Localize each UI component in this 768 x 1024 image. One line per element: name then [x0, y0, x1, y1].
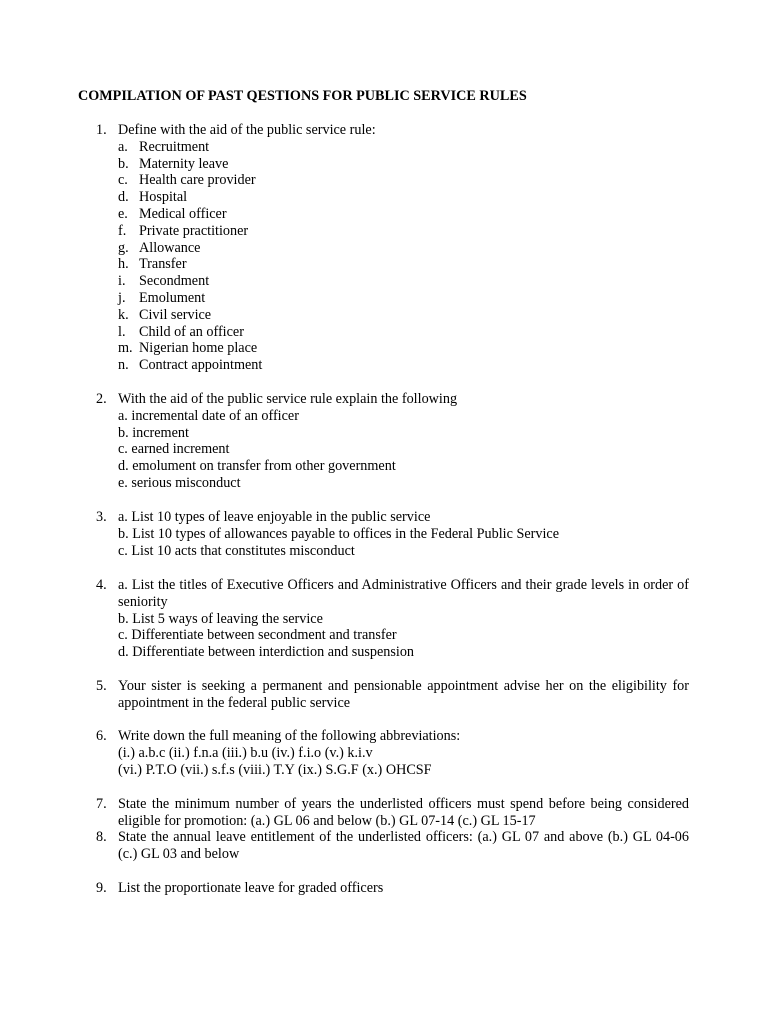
question-6: [96, 728, 689, 778]
question-number: 7.: [96, 796, 107, 812]
question-number: 4.: [96, 577, 107, 593]
list-item: d. Differentiate between interdiction and suspension: [118, 644, 415, 661]
document-title: COMPILATION OF PAST QESTIONS FOR PUBLIC SERVICE RULES: [78, 88, 527, 104]
list-item: j. Emolument: [118, 289, 206, 306]
question-3: [96, 509, 689, 559]
list-item: b. increment: [118, 424, 189, 441]
list-item: b. List 5 ways of leaving the service: [118, 610, 323, 627]
question-text: State the annual leave entitlement of the underlisted officers: (a.) GL 07 and above (b.) GL 04-06 (c.) GL 03 and below: [118, 829, 689, 862]
abbreviation-line: (vi.) P.T.O (vii.) s.f.s (viii.) T.Y (ix.) S.G.F (x.) OHCSF: [118, 761, 432, 778]
question-number: 2.: [96, 391, 107, 407]
definition-list: [118, 139, 689, 374]
list-item: e. serious misconduct: [118, 474, 241, 491]
question-number: 1.: [96, 122, 107, 138]
question-4: [96, 577, 689, 661]
list-item: l. Child of an officer: [118, 323, 244, 340]
list-item: c. earned increment: [118, 441, 230, 458]
list-item: a. incremental date of an officer: [118, 407, 299, 424]
list-item: f. Private practitioner: [118, 222, 249, 239]
question-number: 6.: [96, 728, 107, 744]
list-item: b. Maternity leave: [118, 155, 229, 172]
question-9: [96, 880, 689, 897]
list-item: m. Nigerian home place: [118, 340, 258, 357]
question-7: [96, 796, 689, 830]
question-text: State the minimum number of years the underlisted officers must spend before being considered eligible for promotion: (a.) GL 06 and below (b.) GL 07-14 (c.) GL 15-17: [118, 796, 689, 829]
list-item: a. List 10 types of leave enjoyable in the public service: [118, 509, 431, 525]
question-1: [96, 122, 689, 374]
abbreviation-line: (i.) a.b.c (ii.) f.n.a (iii.) b.u (iv.) f.i.o (v.) k.i.v: [118, 744, 373, 761]
question-8: [96, 829, 689, 863]
list-item: d. Hospital: [118, 189, 188, 206]
list-item: e. Medical officer: [118, 205, 227, 222]
question-5: [96, 678, 689, 712]
list-item: g. Allowance: [118, 239, 201, 256]
question-number: 9.: [96, 880, 107, 896]
list-item: c. Health care provider: [118, 172, 256, 189]
list-item: b. List 10 types of allowances payable to offices in the Federal Public Service: [118, 525, 560, 542]
list-item: c. List 10 acts that constitutes misconduct: [118, 542, 355, 559]
list-item: k. Civil service: [118, 306, 212, 323]
question-number: 5.: [96, 678, 107, 694]
question-text: Your sister is seeking a permanent and pensionable appointment advise her on the eligibility for appointment in the federal public service: [118, 678, 689, 711]
list-item: i. Secondment: [118, 273, 210, 290]
list-item: c. Differentiate between secondment and transfer: [118, 627, 397, 644]
question-text: Write down the full meaning of the following abbreviations:: [118, 728, 461, 744]
question-text: With the aid of the public service rule explain the following: [118, 391, 458, 407]
question-text: Define with the aid of the public service rule:: [118, 122, 376, 138]
list-item: a. List the titles of Executive Officers and Administrative Officers and their grade levels in order of seniority: [118, 577, 689, 610]
question-number: 3.: [96, 509, 107, 525]
question-number: 8.: [96, 829, 107, 845]
question-2: [96, 391, 689, 492]
question-text: List the proportionate leave for graded officers: [118, 880, 384, 896]
list-item: h. Transfer: [118, 256, 187, 273]
list-item: n. Contract appointment: [118, 357, 263, 374]
list-item: d. emolument on transfer from other government: [118, 458, 396, 475]
list-item: a. Recruitment: [118, 138, 210, 155]
